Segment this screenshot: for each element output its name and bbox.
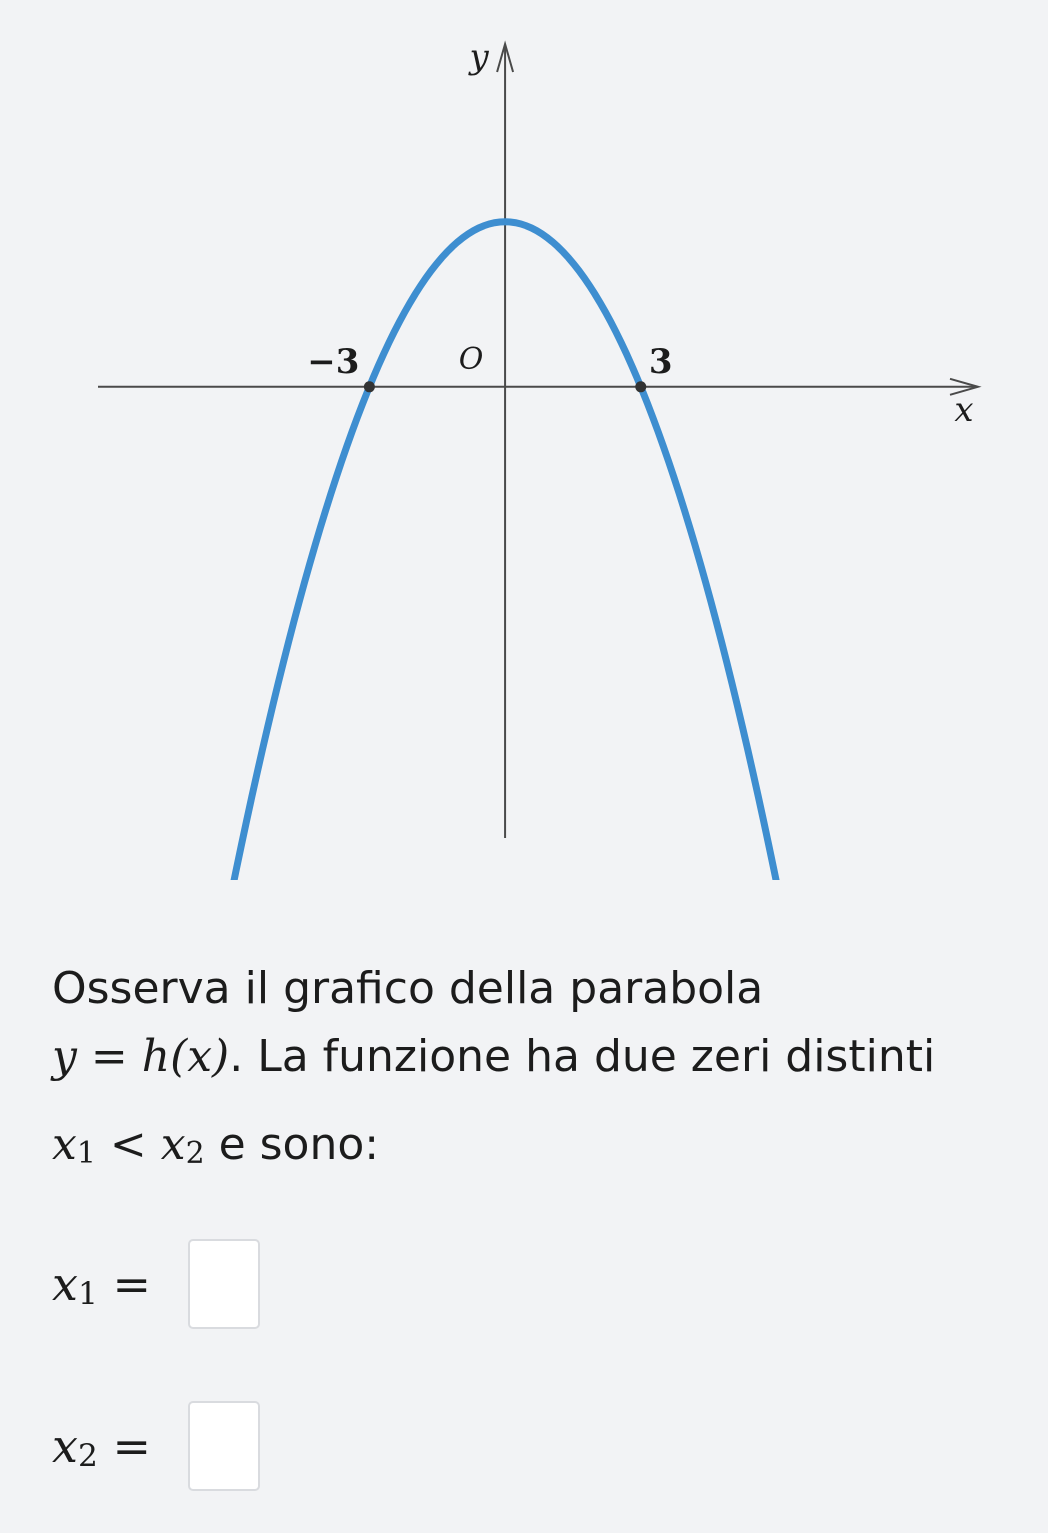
question-line-1: Osserva il grafico della parabola (52, 963, 764, 1014)
question-text (52, 955, 1012, 1184)
tick-label-2: 3 (648, 341, 673, 382)
answer-label-x1: $x_1$ = (52, 1257, 152, 1312)
answer-row-x2 (52, 1400, 260, 1492)
answer-input-x1[interactable] (188, 1239, 260, 1329)
axes (98, 44, 978, 838)
tick-label-1: −3 (307, 341, 360, 382)
answer-row-x1 (52, 1238, 260, 1330)
function-expression: y = h(x) (52, 1031, 230, 1082)
answer-input-x2[interactable] (188, 1401, 260, 1491)
zeros-inequality: $x_1 < x_2$ (52, 1119, 205, 1171)
origin-label: O (458, 341, 484, 377)
zero-point-2 (635, 381, 646, 392)
question-line-3: $x_1 < x_2$ e sono: (52, 1119, 380, 1171)
y-axis-label: y (469, 37, 489, 77)
axis-labels (307, 37, 973, 430)
zero-point-1 (364, 381, 375, 392)
x-axis-label: x (954, 389, 974, 430)
question-line-2: y = h(x). La funzione ha due zeri distinti (52, 1031, 936, 1082)
answer-label-x2: $x_2$ = (52, 1419, 152, 1474)
